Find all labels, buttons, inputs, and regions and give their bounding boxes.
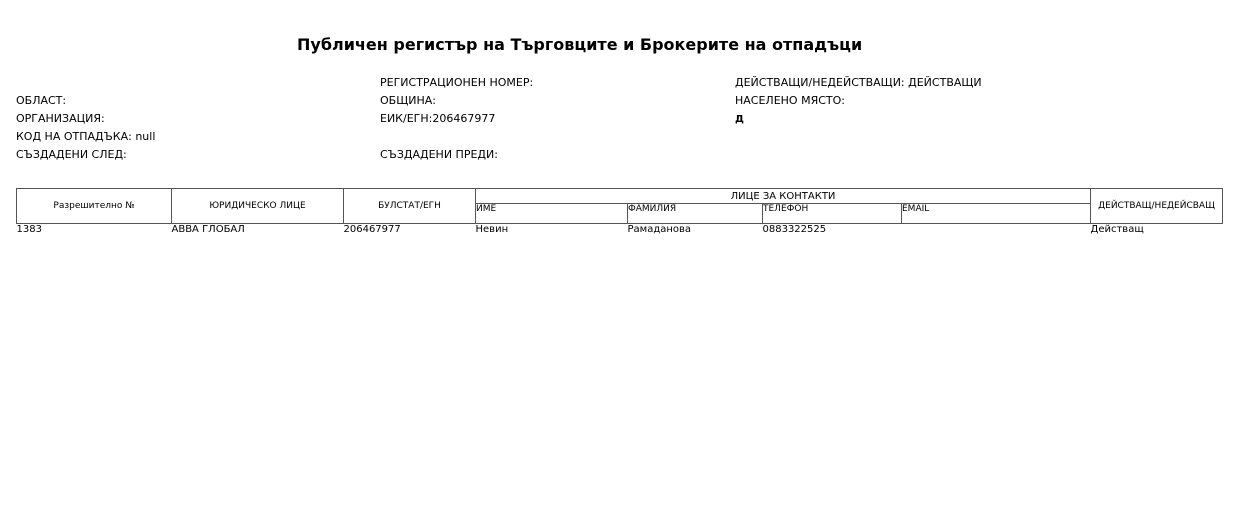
- filter-region-label: ОБЛАСТ:: [16, 94, 67, 107]
- filter-reg-number-label: РЕГИСТРАЦИОНЕН НОМЕР:: [380, 76, 534, 89]
- filter-municipality: [380, 94, 436, 108]
- cell-email: [902, 224, 1091, 239]
- filter-created-after-label: СЪЗДАДЕНИ СЛЕД:: [16, 148, 127, 161]
- filter-waste-code-value: null: [135, 130, 156, 143]
- filter-status: [735, 76, 982, 90]
- filter-status-label: ДЕЙСТВАЩИ/НЕДЕЙСТВАЩИ:: [735, 76, 905, 89]
- filter-eik: [380, 112, 495, 126]
- table-row: [17, 224, 1223, 239]
- header-status: ДЕЙСТВАЩ/НЕДЕЙСВАЩ: [1091, 189, 1223, 224]
- page-title: Публичен регистър на Търговците и Брокерите на отпадъци: [297, 35, 863, 54]
- filter-waste-code: [16, 130, 155, 144]
- header-permit: Разрешително №: [17, 189, 172, 224]
- filter-created-before: [380, 148, 498, 162]
- header-bulstat: БУЛСТАТ/ЕГН: [344, 189, 476, 224]
- header-first-name: ИМЕ: [476, 204, 628, 224]
- filter-organization: [16, 112, 105, 126]
- filter-settlement-label: НАСЕЛЕНО МЯСТО:: [735, 94, 845, 107]
- filter-organization-label: ОРГАНИЗАЦИЯ:: [16, 112, 105, 125]
- header-legal-entity: ЮРИДИЧЕСКО ЛИЦЕ: [172, 189, 344, 224]
- cell-permit: 1383: [16, 224, 42, 235]
- filter-settlement: [735, 94, 845, 108]
- cell-bulstat: 206467977: [343, 224, 401, 235]
- results-table: [16, 188, 1223, 238]
- cell-first-name: Невин: [475, 224, 509, 235]
- settlement-marker: Д: [735, 114, 744, 125]
- filter-eik-label: ЕИК/ЕГН:: [380, 112, 433, 125]
- header-last-name: ФАМИЛИЯ: [628, 204, 763, 224]
- cell-phone: 0883322525: [762, 224, 827, 235]
- filter-municipality-label: ОБЩИНА:: [380, 94, 436, 107]
- filter-eik-value: 206467977: [432, 112, 496, 125]
- filter-waste-code-label: КОД НА ОТПАДЪКА:: [16, 130, 132, 143]
- cell-legal-entity: АВВА ГЛОБАЛ: [171, 224, 245, 235]
- filter-created-after: [16, 148, 127, 162]
- cell-status: Действащ: [1090, 224, 1144, 235]
- header-phone: ТЕЛЕФОН: [763, 204, 902, 224]
- filter-status-value: ДЕЙСТВАЩИ: [908, 76, 982, 89]
- filter-region: [16, 94, 66, 108]
- cell-last-name: Рамаданова: [627, 224, 692, 235]
- header-email: EMAIL: [902, 204, 1091, 224]
- filter-created-before-label: СЪЗДАДЕНИ ПРЕДИ:: [380, 148, 498, 161]
- filter-reg-number: [380, 76, 533, 90]
- header-contacts-group: ЛИЦЕ ЗА КОНТАКТИ: [476, 189, 1091, 204]
